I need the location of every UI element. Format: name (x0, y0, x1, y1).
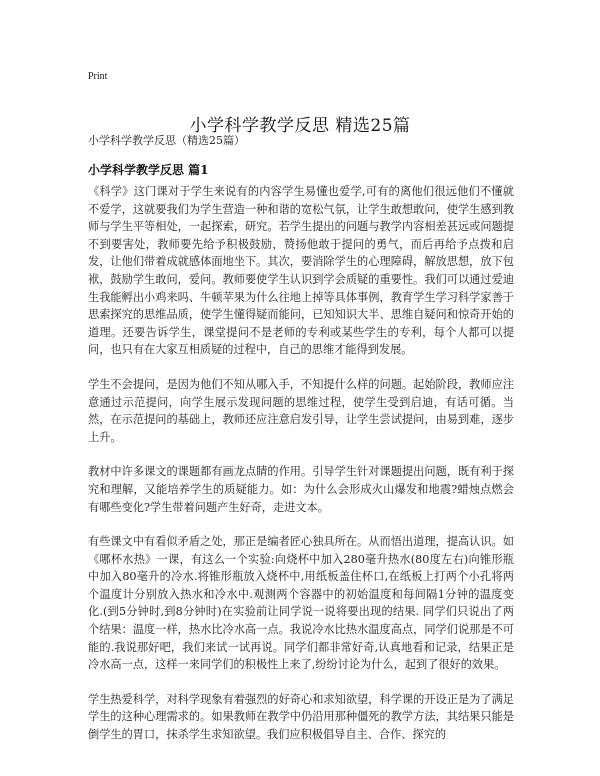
document-body (88, 183, 514, 761)
paragraph: 教材中许多课文的课题都有画龙点睛的作用。引导学生针对课题提出问题，既有利于探究和理解，又能培养学生的质疑能力。如：为什么会形成火山爆发和地震?蜡烛点燃会有哪些变化?学生带着问题产生好奇，走进文本。 (88, 465, 514, 514)
paragraph: 学生不会提问，是因为他们不知从哪入手，不知提什么样的问题。起始阶段，教师应注意通过示范提问，向学生展示发现问题的思维过程，使学生受到启迪，有话可循。当然，在示范提问的基础上，教师还应注意启发引导，让学生尝试提问，由易到难，逐步上升。 (88, 377, 514, 444)
paragraph: 学生热爱科学，对科学现象有着强烈的好奇心和求知欲望，科学课的开设正是为了满足学生的这种心理需求的。如果教师在教学中仍沿用那种僵死的教学方法，其结果只能是倒学生的胃口，抹杀学生求知欲望。我们应积极倡导自主、合作、探究的 (88, 692, 514, 742)
paragraph: 有些课文中有看似矛盾之处，那正是编者匠心独具所在。从而悟出道理，提高认识。如《哪杯水热》一课，有这么一个实验:向烧杯中加入280毫升热水(80度左右)向锥形瓶中加入80毫升的冷水.将锥形瓶放入烧杯中,用纸板盖住杯口,在纸板上打两个小孔将两个温度计分别放入热水和冷水中.观测两个容器中的初始温度和每间隔1分钟的温度变化.(到5分钟时,到8分钟时)在实验前让同学说一说将要出现的结果. 同学们只说出了两个结果：温度一样，热水比冷水高一点。我说冷水比热水温度高点，同学们说那是不可能的.我说那好吧，我们来试一试再说。同学们都非常好奇,认真地看和记录，结果正是冷水高一点，这样一来同学们的积极性上来了,纷纷讨论为什么，起到了很好的效果。 (88, 535, 514, 672)
section-heading: 小学科学教学反思 篇1 (88, 163, 209, 177)
document-title: 小学科学教学反思 精选25篇 (189, 116, 411, 137)
print-label: Print (88, 71, 108, 82)
paragraph: 《科学》这门课对于学生来说有的内容学生易懂也爱学,可有的离他们很远他们不懂就不爱学，这就要我们为学生营造一种和谐的宽松气氛，让学生敢想敢问，使学生感到教师与学生平等相处，一起探索，研究。若学生提出的问题与教学内容相差甚远或问题提不到要害处，教师要先给予积极鼓励，赞扬他敢于提问的勇气，而后再给予点拨和启发，让他们带着成就感体面地坐下。其次，要消除学生的心理障碍，解放思想，放下包袱，鼓励学生敢问，爱问。教师要使学生认识到学会质疑的重要性。我们可以通过爱迪生我能孵出小鸡来吗、牛顿苹果为什么往地上掉等具体事例，教育学生学习科学家善于思索探究的思维品质，使学生懂得疑而能问，已知知识大半、思维自疑问和惊奇开始的道理。还要告诉学生，课堂提问不是老师的专利或某些学生的专利，每个人都可以提问，也只有在大家互相质疑的过程中，自己的思维才能得到发展。 (88, 185, 514, 357)
document-subtitle: 小学科学教学反思（精选25篇） (88, 134, 245, 147)
